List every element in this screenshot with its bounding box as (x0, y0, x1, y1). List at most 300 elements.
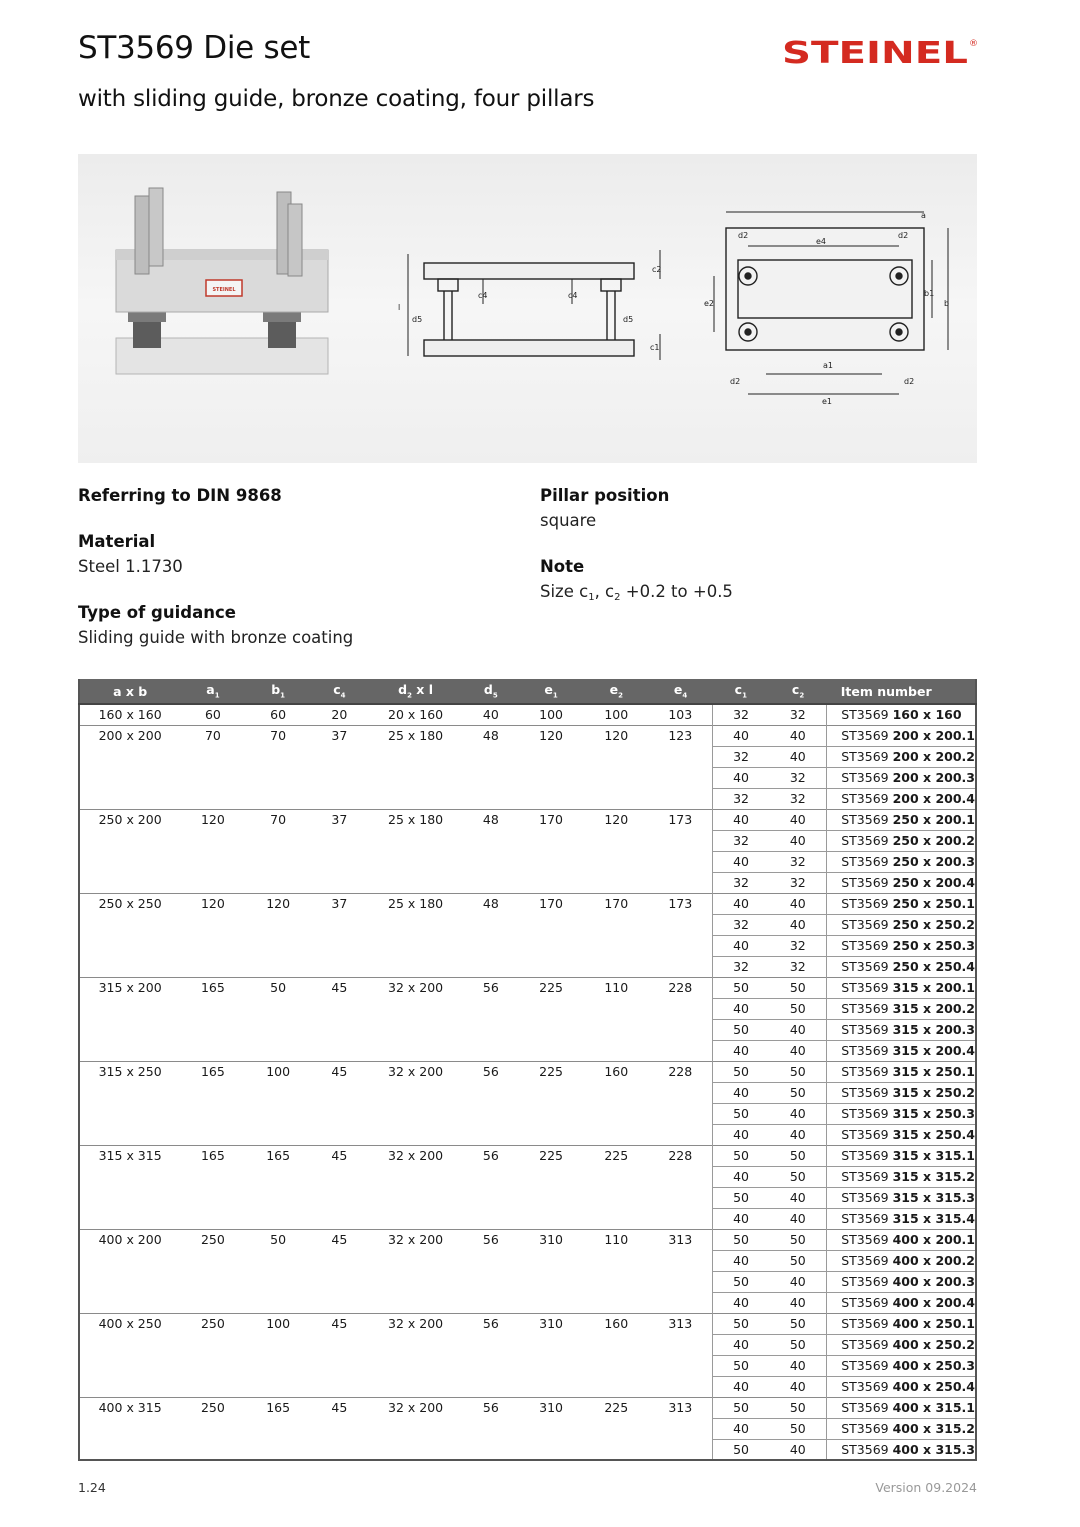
cell-c1: 50 (712, 1355, 769, 1376)
cell-d5 (463, 851, 518, 872)
cell-item-number: ST3569 250 x 250.1 (827, 893, 976, 914)
cell-e2 (584, 1040, 649, 1061)
cell-e4: 103 (649, 704, 712, 725)
cell-d5 (463, 1334, 518, 1355)
cell-axb (79, 1376, 180, 1397)
cell-a1 (180, 1271, 245, 1292)
cell-c4 (311, 1019, 368, 1040)
table-row (79, 1040, 976, 1061)
cell-d5: 56 (463, 1313, 518, 1334)
cell-a1: 165 (180, 1145, 245, 1166)
cell-e2 (584, 1250, 649, 1271)
cell-c4 (311, 1082, 368, 1103)
cell-b1 (246, 1439, 311, 1460)
cell-e2 (584, 1439, 649, 1460)
cell-item-number: ST3569 315 x 315.3 (827, 1187, 976, 1208)
cell-d2l (368, 935, 463, 956)
cell-d5 (463, 914, 518, 935)
cell-d2l (368, 1208, 463, 1229)
cell-item-number: ST3569 250 x 200.1 (827, 809, 976, 830)
column-header: $c_2$ (769, 679, 826, 704)
cell-b1 (246, 1166, 311, 1187)
cell-item-number: ST3569 400 x 200.1 (827, 1229, 976, 1250)
cell-b1 (246, 1187, 311, 1208)
cell-c4: 37 (311, 893, 368, 914)
cell-d2l (368, 746, 463, 767)
cell-e1 (518, 1019, 583, 1040)
cell-a1 (180, 746, 245, 767)
cell-e4: 228 (649, 1061, 712, 1082)
cell-e1: 225 (518, 1061, 583, 1082)
cell-d5: 56 (463, 1397, 518, 1418)
cell-axb (79, 1040, 180, 1061)
product-figure (78, 154, 977, 463)
cell-e4 (649, 1124, 712, 1145)
cell-a1: 120 (180, 893, 245, 914)
cell-item-number: ST3569 400 x 315.1 (827, 1397, 976, 1418)
cell-e4 (649, 1271, 712, 1292)
cell-c2: 32 (769, 788, 826, 809)
cell-d5 (463, 1166, 518, 1187)
cell-c4: 45 (311, 1229, 368, 1250)
cell-e1 (518, 830, 583, 851)
cell-b1 (246, 1250, 311, 1271)
cell-c2: 40 (769, 809, 826, 830)
cell-axb (79, 956, 180, 977)
table-row (79, 935, 976, 956)
cell-c4 (311, 1166, 368, 1187)
cell-b1: 100 (246, 1061, 311, 1082)
cell-d5 (463, 1271, 518, 1292)
cell-b1: 165 (246, 1145, 311, 1166)
cell-item-number: ST3569 315 x 200.2 (827, 998, 976, 1019)
cell-d2l (368, 1040, 463, 1061)
table-row (79, 1082, 976, 1103)
cell-item-number: ST3569 250 x 250.3 (827, 935, 976, 956)
table-row (79, 851, 976, 872)
cell-c1: 50 (712, 1313, 769, 1334)
note-section (540, 557, 920, 603)
cell-c4 (311, 935, 368, 956)
cell-axb: 315 x 250 (79, 1061, 180, 1082)
cell-c4 (311, 914, 368, 935)
cell-axb (79, 1187, 180, 1208)
cell-e2 (584, 1166, 649, 1187)
cell-c4 (311, 830, 368, 851)
cell-axb (79, 788, 180, 809)
cell-b1: 120 (246, 893, 311, 914)
cell-c2: 40 (769, 1124, 826, 1145)
cell-e4 (649, 872, 712, 893)
cell-b1 (246, 1103, 311, 1124)
cell-c2: 40 (769, 725, 826, 746)
cell-axb (79, 1292, 180, 1313)
cell-c1: 40 (712, 1376, 769, 1397)
cell-e1 (518, 914, 583, 935)
cell-e1 (518, 746, 583, 767)
cell-d2l (368, 1124, 463, 1145)
cell-item-number: ST3569 315 x 315.1 (827, 1145, 976, 1166)
cell-c2: 50 (769, 1229, 826, 1250)
cell-a1 (180, 998, 245, 1019)
cell-e2 (584, 746, 649, 767)
cell-e4 (649, 830, 712, 851)
cell-c4 (311, 1355, 368, 1376)
cell-c1: 40 (712, 893, 769, 914)
cell-c1: 32 (712, 704, 769, 725)
guidance-section (78, 603, 458, 647)
cell-e1 (518, 935, 583, 956)
cell-c2: 40 (769, 1040, 826, 1061)
cell-item-number: ST3569 400 x 315.2 (827, 1418, 976, 1439)
cell-e1: 170 (518, 893, 583, 914)
cell-c4 (311, 1103, 368, 1124)
cell-axb (79, 1124, 180, 1145)
cell-d2l (368, 1166, 463, 1187)
cell-e1: 120 (518, 725, 583, 746)
table-row (79, 914, 976, 935)
cell-axb (79, 746, 180, 767)
die-set-spec-table (78, 679, 977, 1461)
cell-c4 (311, 1376, 368, 1397)
dimension-label-d5: d5 (412, 315, 423, 324)
cell-e2: 160 (584, 1061, 649, 1082)
page-subtitle: with sliding guide, bronze coating, four pillars (78, 86, 595, 112)
dimension-label-c1: c1 (650, 343, 660, 352)
cell-c2: 32 (769, 935, 826, 956)
dimension-label-e4: e4 (816, 237, 827, 246)
dimension-label-b1: b1 (924, 289, 935, 298)
cell-b1 (246, 788, 311, 809)
cell-e2 (584, 1292, 649, 1313)
cell-e1 (518, 1292, 583, 1313)
cell-a1 (180, 956, 245, 977)
table-row (79, 788, 976, 809)
cell-c4: 45 (311, 1145, 368, 1166)
table-row (79, 1334, 976, 1355)
cell-c1: 40 (712, 1334, 769, 1355)
cell-d2l (368, 1418, 463, 1439)
cell-e4 (649, 956, 712, 977)
cell-c4: 20 (311, 704, 368, 725)
cell-e2: 120 (584, 725, 649, 746)
cell-a1 (180, 1418, 245, 1439)
cell-e4 (649, 1418, 712, 1439)
steinel-logo (782, 36, 978, 66)
cell-c4 (311, 1334, 368, 1355)
cell-c1: 40 (712, 935, 769, 956)
cell-c4 (311, 767, 368, 788)
dimension-label-a: a (921, 211, 926, 220)
cell-item-number: ST3569 200 x 200.2 (827, 746, 976, 767)
cell-e2 (584, 872, 649, 893)
cell-e2: 110 (584, 1229, 649, 1250)
guidance-value: Sliding guide with bronze coating (78, 628, 354, 647)
cell-e4 (649, 1250, 712, 1271)
cell-e1 (518, 1355, 583, 1376)
cell-a1 (180, 872, 245, 893)
cell-c2: 50 (769, 1334, 826, 1355)
cell-d2l (368, 1250, 463, 1271)
table-row (79, 1166, 976, 1187)
cell-b1: 165 (246, 1397, 311, 1418)
cell-c2: 40 (769, 1292, 826, 1313)
cell-d5 (463, 872, 518, 893)
cell-c1: 50 (712, 1103, 769, 1124)
din-reference-label: Referring to DIN 9868 (78, 486, 282, 505)
table-row (79, 872, 976, 893)
cell-c1: 40 (712, 1082, 769, 1103)
cell-a1 (180, 1355, 245, 1376)
dimension-label-d5: d5 (623, 315, 634, 324)
cell-e4 (649, 1355, 712, 1376)
cell-d2l (368, 1103, 463, 1124)
cell-d2l: 32 x 200 (368, 1229, 463, 1250)
cell-c4: 37 (311, 809, 368, 830)
cell-e2 (584, 1376, 649, 1397)
cell-c2: 40 (769, 746, 826, 767)
cell-b1 (246, 998, 311, 1019)
cell-e1 (518, 767, 583, 788)
cell-d5 (463, 1355, 518, 1376)
cell-e4 (649, 1040, 712, 1061)
cell-a1 (180, 1250, 245, 1271)
cell-c2: 32 (769, 956, 826, 977)
cell-e1 (518, 1166, 583, 1187)
table-row (79, 1271, 976, 1292)
cell-e2 (584, 1187, 649, 1208)
cell-c1: 40 (712, 767, 769, 788)
dimension-label-a1: a1 (823, 361, 833, 370)
cell-axb: 200 x 200 (79, 725, 180, 746)
column-header: $e_4$ (649, 679, 712, 704)
cell-c1: 50 (712, 1187, 769, 1208)
cell-item-number: ST3569 200 x 200.1 (827, 725, 976, 746)
cell-d5 (463, 1040, 518, 1061)
cell-e1: 100 (518, 704, 583, 725)
cell-e4: 313 (649, 1229, 712, 1250)
cell-axb (79, 830, 180, 851)
cell-e2 (584, 1418, 649, 1439)
cell-d5: 56 (463, 977, 518, 998)
cell-d5: 56 (463, 1145, 518, 1166)
table-header-row (79, 679, 976, 704)
cell-d5 (463, 998, 518, 1019)
cell-c1: 50 (712, 1229, 769, 1250)
material-label: Material (78, 532, 156, 551)
cell-a1 (180, 1376, 245, 1397)
column-header: $c_1$ (712, 679, 769, 704)
cell-axb: 250 x 250 (79, 893, 180, 914)
page-number: 1.24 (78, 1480, 106, 1495)
cell-e4 (649, 788, 712, 809)
logo-wordmark: STEINEL (782, 36, 968, 66)
note-label: Note (540, 557, 585, 576)
cell-item-number: ST3569 250 x 200.4 (827, 872, 976, 893)
cell-axb (79, 914, 180, 935)
table-row (79, 1439, 976, 1460)
cell-e2: 225 (584, 1397, 649, 1418)
cell-axb (79, 1208, 180, 1229)
cell-c2: 40 (769, 914, 826, 935)
cell-e1 (518, 1103, 583, 1124)
cell-c2: 50 (769, 977, 826, 998)
cell-d5: 40 (463, 704, 518, 725)
note-value: Size $c_1$, $c_2 +0.2$ to +0.5 (540, 582, 733, 603)
cell-e1 (518, 1439, 583, 1460)
cell-d2l: 32 x 200 (368, 977, 463, 998)
cell-c1: 40 (712, 1208, 769, 1229)
cell-e4 (649, 1019, 712, 1040)
cell-c1: 40 (712, 851, 769, 872)
cell-item-number: ST3569 400 x 250.4 (827, 1376, 976, 1397)
cell-c4 (311, 1124, 368, 1145)
cell-e4: 228 (649, 977, 712, 998)
cell-c2: 40 (769, 1208, 826, 1229)
cell-item-number: ST3569 315 x 200.3 (827, 1019, 976, 1040)
cell-e2: 110 (584, 977, 649, 998)
cell-b1 (246, 956, 311, 977)
cell-d2l: 25 x 180 (368, 809, 463, 830)
cell-axb: 400 x 315 (79, 1397, 180, 1418)
cell-e2: 160 (584, 1313, 649, 1334)
cell-item-number: ST3569 400 x 200.4 (827, 1292, 976, 1313)
cell-axb: 400 x 250 (79, 1313, 180, 1334)
cell-item-number: ST3569 400 x 250.1 (827, 1313, 976, 1334)
cell-item-number: ST3569 315 x 315.4 (827, 1208, 976, 1229)
cell-e2: 170 (584, 893, 649, 914)
cell-b1 (246, 746, 311, 767)
cell-d5 (463, 1103, 518, 1124)
cell-c2: 40 (769, 1355, 826, 1376)
cell-c1: 40 (712, 1040, 769, 1061)
cell-c2: 50 (769, 1082, 826, 1103)
cell-c1: 40 (712, 809, 769, 830)
column-header: $d_5$ (463, 679, 518, 704)
cell-e1 (518, 1040, 583, 1061)
cell-c2: 32 (769, 872, 826, 893)
cell-c2: 40 (769, 1187, 826, 1208)
cell-c1: 50 (712, 1061, 769, 1082)
cell-c4: 45 (311, 1397, 368, 1418)
cell-c4 (311, 1250, 368, 1271)
cell-c1: 32 (712, 872, 769, 893)
cell-b1 (246, 1124, 311, 1145)
cell-item-number: ST3569 400 x 315.3 (827, 1439, 976, 1460)
cell-item-number: ST3569 160 x 160 (827, 704, 976, 725)
cell-c2: 50 (769, 1418, 826, 1439)
table-row (79, 1355, 976, 1376)
cell-c1: 50 (712, 977, 769, 998)
cell-c4 (311, 1418, 368, 1439)
cell-d2l: 25 x 180 (368, 893, 463, 914)
cell-d2l (368, 1334, 463, 1355)
cell-e2: 100 (584, 704, 649, 725)
cell-c2: 50 (769, 998, 826, 1019)
cell-c1: 32 (712, 788, 769, 809)
cell-e4 (649, 1082, 712, 1103)
cell-c4 (311, 1208, 368, 1229)
cell-c2: 32 (769, 851, 826, 872)
table-row (79, 1208, 976, 1229)
cell-b1 (246, 1040, 311, 1061)
cell-e4 (649, 935, 712, 956)
cell-c4 (311, 1187, 368, 1208)
cell-c2: 32 (769, 704, 826, 725)
cell-e1: 170 (518, 809, 583, 830)
cell-e2 (584, 914, 649, 935)
cell-a1 (180, 1103, 245, 1124)
cell-item-number: ST3569 250 x 200.3 (827, 851, 976, 872)
cell-d5 (463, 1082, 518, 1103)
cell-b1: 50 (246, 1229, 311, 1250)
table-row (79, 1103, 976, 1124)
cell-a1 (180, 1082, 245, 1103)
cell-c1: 40 (712, 1250, 769, 1271)
cell-a1 (180, 914, 245, 935)
cell-axb (79, 1418, 180, 1439)
product-illustration (78, 154, 977, 463)
cell-axb (79, 1355, 180, 1376)
cell-item-number: ST3569 315 x 315.2 (827, 1166, 976, 1187)
cell-b1: 50 (246, 977, 311, 998)
cell-item-number: ST3569 315 x 200.1 (827, 977, 976, 998)
cell-item-number: ST3569 315 x 250.3 (827, 1103, 976, 1124)
table-row (79, 1397, 976, 1418)
cell-e4 (649, 746, 712, 767)
cell-c2: 50 (769, 1145, 826, 1166)
side-view-drawing (408, 250, 660, 360)
cell-e1 (518, 956, 583, 977)
cell-e2 (584, 1334, 649, 1355)
column-header: $c_4$ (311, 679, 368, 704)
cell-e4: 173 (649, 893, 712, 914)
cell-c1: 32 (712, 830, 769, 851)
cell-item-number: ST3569 315 x 250.4 (827, 1124, 976, 1145)
cell-a1: 250 (180, 1397, 245, 1418)
cell-c4: 37 (311, 725, 368, 746)
cell-e4 (649, 914, 712, 935)
cell-axb (79, 998, 180, 1019)
cell-axb: 315 x 200 (79, 977, 180, 998)
cell-a1 (180, 1292, 245, 1313)
cell-c4 (311, 956, 368, 977)
cell-b1 (246, 851, 311, 872)
cell-c4 (311, 998, 368, 1019)
cell-e1 (518, 1187, 583, 1208)
cell-c2: 40 (769, 1103, 826, 1124)
cell-e4 (649, 851, 712, 872)
cell-a1 (180, 1040, 245, 1061)
cell-c4: 45 (311, 1061, 368, 1082)
cell-a1: 165 (180, 977, 245, 998)
cell-b1 (246, 830, 311, 851)
cell-d2l (368, 956, 463, 977)
cell-c4 (311, 1292, 368, 1313)
cell-d2l: 32 x 200 (368, 1061, 463, 1082)
cell-d2l (368, 1019, 463, 1040)
cell-a1: 165 (180, 1061, 245, 1082)
table-row (79, 1250, 976, 1271)
cell-axb (79, 872, 180, 893)
cell-d2l (368, 1082, 463, 1103)
cell-item-number: ST3569 200 x 200.4 (827, 788, 976, 809)
cell-e1 (518, 872, 583, 893)
column-header: $d_2$ x l (368, 679, 463, 704)
cell-d2l (368, 872, 463, 893)
cell-a1 (180, 1166, 245, 1187)
cell-e4 (649, 998, 712, 1019)
